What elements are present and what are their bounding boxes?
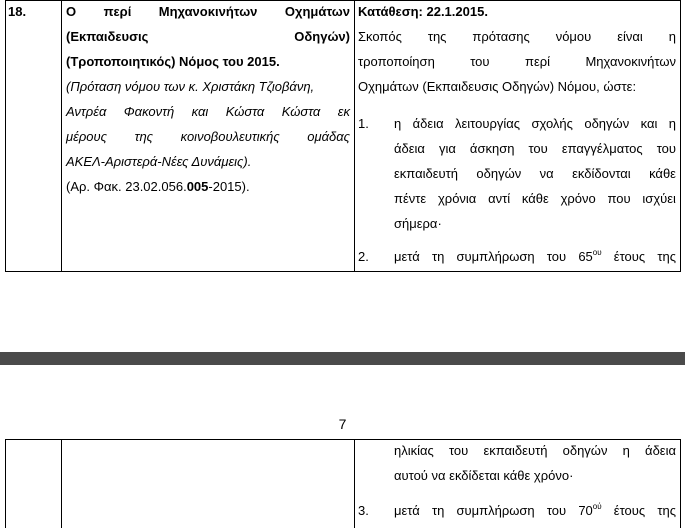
table-top-border bbox=[5, 0, 681, 1]
item-2-number: 2. bbox=[358, 249, 369, 264]
item-word: έτους bbox=[613, 503, 646, 518]
item-word: έτους bbox=[613, 249, 646, 264]
bill-title-word: περί bbox=[103, 4, 132, 19]
item-word: που bbox=[607, 191, 631, 206]
item-1-line-5: σήμερα· bbox=[394, 216, 442, 231]
item-word: για bbox=[438, 141, 456, 156]
item-word: της bbox=[657, 503, 676, 518]
continuation-line-2: αυτού να εκδίδεται κάθε χρόνο· bbox=[394, 468, 574, 483]
item-word: εκδίδονται bbox=[572, 166, 631, 181]
item-word: η bbox=[394, 116, 402, 131]
purpose-word: Σκοπός bbox=[358, 29, 402, 44]
item-word: η bbox=[668, 116, 676, 131]
bill-title-word: Οδηγών) bbox=[294, 29, 350, 44]
proposer-word: της bbox=[134, 129, 153, 144]
item-word: και bbox=[640, 116, 658, 131]
deposit-date: Κατάθεση: 22.1.2015. bbox=[358, 4, 488, 19]
proposer-line-4: ΑΚΕΛ-Αριστερά-Νέες Δυνάμεις). bbox=[66, 154, 252, 169]
item-word: μετά bbox=[394, 503, 420, 518]
bill-title-word: Οχημάτων bbox=[284, 4, 350, 19]
item-word: του bbox=[546, 503, 567, 518]
file-ref-prefix: (Αρ. Φακ. 23.02.056. bbox=[66, 179, 187, 194]
table2-col-divider-1 bbox=[61, 439, 62, 528]
proposer-word: κοινοβουλευτικής bbox=[180, 129, 280, 144]
page-separator bbox=[0, 352, 685, 365]
purpose-word: Μηχανοκινήτων bbox=[585, 54, 676, 69]
proposer-word: εκ bbox=[337, 104, 350, 119]
table-left-border bbox=[5, 0, 6, 272]
proposer-word: Κώστα bbox=[281, 104, 321, 119]
item-word: χρόνια bbox=[437, 191, 477, 206]
purpose-line-1 bbox=[358, 29, 676, 45]
proposer-word: ομάδας bbox=[307, 129, 350, 144]
item-word-age: $70^{oύ}$ bbox=[578, 501, 602, 518]
bill-title-line-2 bbox=[66, 29, 350, 45]
item-word: σχολής bbox=[531, 116, 573, 131]
proposer-line-2 bbox=[66, 104, 350, 120]
col-divider-2 bbox=[354, 0, 355, 272]
proposer-word: Κώστα bbox=[225, 104, 265, 119]
item-word: εκπαιδευτή bbox=[394, 166, 458, 181]
continuation-line-1 bbox=[394, 443, 676, 459]
item-word: κάθε bbox=[649, 166, 676, 181]
item-word: οδηγών bbox=[584, 116, 630, 131]
item-word: οδηγών bbox=[476, 166, 522, 181]
item-word: η bbox=[622, 443, 630, 458]
item-word: χρόνο bbox=[560, 191, 596, 206]
item-word: του bbox=[546, 249, 567, 264]
purpose-word: είναι bbox=[617, 29, 643, 44]
purpose-word: περί bbox=[524, 54, 551, 69]
item-word: πέντε bbox=[394, 191, 427, 206]
proposer-word: Αντρέα bbox=[66, 104, 107, 119]
page-number: 7 bbox=[338, 416, 347, 432]
proposer-line-1: (Πρόταση νόμου των κ. Χριστάκη Τζιοβάνη, bbox=[66, 79, 315, 94]
item-word: του bbox=[448, 443, 469, 458]
item-word: λειτουργίας bbox=[455, 116, 521, 131]
item-word: συμπλήρωση bbox=[456, 249, 535, 264]
ordinal-suffix: ου bbox=[592, 247, 602, 257]
file-reference bbox=[66, 179, 250, 195]
purpose-word: πρότασης bbox=[472, 29, 530, 44]
table2-col-divider-2 bbox=[354, 439, 355, 528]
proposer-word: μέρους bbox=[66, 129, 107, 144]
table2-left-border bbox=[5, 439, 6, 528]
item-3-number: 3. bbox=[358, 503, 369, 518]
purpose-word: τροποποίηση bbox=[358, 54, 435, 69]
item-1-line-2 bbox=[394, 141, 676, 157]
row-number: 18. bbox=[8, 4, 27, 19]
bill-title-line-3: (Τροποποιητικός) Νόμος του 2015. bbox=[66, 54, 280, 69]
bill-title-word: Ο bbox=[66, 4, 77, 19]
item-word-age: $65^{o\upsilon}$ bbox=[578, 247, 602, 264]
table2-right-border bbox=[680, 439, 681, 528]
item-word: του bbox=[656, 141, 676, 156]
table-right-border bbox=[680, 0, 681, 272]
bill-title-word: (Εκπαιδευσις bbox=[66, 29, 149, 44]
bill-title-word: Μηχανοκινήτων bbox=[158, 4, 258, 19]
proposer-line-3 bbox=[66, 129, 350, 145]
file-ref-suffix: -2015). bbox=[208, 179, 250, 194]
item-word: επαγγέλματος bbox=[561, 141, 643, 156]
item-word: συμπλήρωση bbox=[456, 503, 535, 518]
item-3-line-1 bbox=[394, 503, 676, 519]
item-word: άδεια bbox=[394, 141, 425, 156]
purpose-word: του bbox=[470, 54, 490, 69]
proposer-word: και bbox=[191, 104, 209, 119]
item-word: να bbox=[539, 166, 554, 181]
item-word: άσκηση bbox=[469, 141, 515, 156]
bill-title-line-1 bbox=[66, 4, 350, 20]
purpose-word: η bbox=[668, 29, 676, 44]
item-word: της bbox=[657, 249, 676, 264]
item-word: μετά bbox=[394, 249, 420, 264]
ordinal-suffix: ού bbox=[592, 501, 602, 511]
item-word: άδεια bbox=[412, 116, 444, 131]
item-1-line-1 bbox=[394, 116, 676, 132]
col-divider-1 bbox=[61, 0, 62, 272]
item-word: του bbox=[528, 141, 548, 156]
item-word: αντί bbox=[488, 191, 511, 206]
item-1-number: 1. bbox=[358, 116, 369, 131]
item-word: τη bbox=[431, 503, 445, 518]
item-word: ισχύει bbox=[642, 191, 676, 206]
purpose-word: της bbox=[427, 29, 447, 44]
item-word: ηλικίας bbox=[394, 443, 434, 458]
item-word: κάθε bbox=[521, 191, 549, 206]
item-2-line-1 bbox=[394, 249, 676, 265]
item-1-line-4 bbox=[394, 191, 676, 207]
table-bottom-border bbox=[5, 271, 681, 272]
proposer-word: Φακοντή bbox=[123, 104, 175, 119]
page-bottom bbox=[0, 365, 685, 528]
item-word: εκπαιδευτή bbox=[483, 443, 548, 458]
item-word: οδηγών bbox=[562, 443, 608, 458]
purpose-line-3: Οχημάτων (Εκπαιδευσις Οδηγών) Νόμου, ώστε: bbox=[358, 79, 637, 94]
item-word: τη bbox=[431, 249, 445, 264]
purpose-line-2 bbox=[358, 54, 676, 70]
item-word: άδεια bbox=[645, 443, 676, 458]
file-ref-number: 005 bbox=[186, 179, 209, 194]
purpose-word: νόμου bbox=[555, 29, 592, 44]
item-1-line-3 bbox=[394, 166, 676, 182]
table2-top-border bbox=[5, 439, 681, 440]
